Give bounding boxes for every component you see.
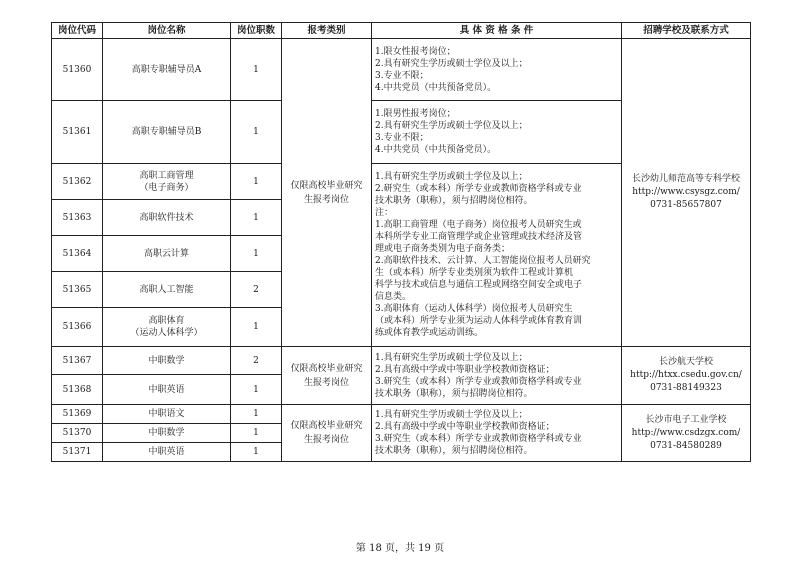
header-count: 岗位职数 xyxy=(231,23,282,39)
row-code: 51361 xyxy=(52,101,103,164)
row-code: 51371 xyxy=(52,443,103,462)
row-name: 高职软件技术 xyxy=(103,200,231,236)
row-name: 中职英语 xyxy=(103,375,231,405)
school-phone: 0731-84580289 xyxy=(650,440,722,451)
requirement-line: 技术职务（职称），须与招聘岗位相符。 xyxy=(375,196,533,206)
requirement-line: 4.中共党员（中共预备党员）。 xyxy=(375,82,497,93)
row-name-line: （运动人体科学） xyxy=(130,328,203,338)
row-name-line: （电子商务） xyxy=(139,182,194,193)
row-code: 51369 xyxy=(52,405,103,424)
requirement-line: 2.具有研究生学历或硕士学位及以上； xyxy=(375,121,528,131)
school-contact-2 xyxy=(622,347,751,405)
row-code: 51367 xyxy=(52,347,103,375)
recruitment-table xyxy=(51,22,751,462)
row-code: 51366 xyxy=(52,308,103,347)
row-code: 51365 xyxy=(52,272,103,308)
row-name: 中职语文 xyxy=(103,405,231,424)
row-code: 51360 xyxy=(52,39,103,101)
row-count: 1 xyxy=(231,424,282,443)
row-name: 高职人工智能 xyxy=(103,272,231,308)
requirement-line: 练或体育教学或运动训练。 xyxy=(375,328,484,338)
row-count: 1 xyxy=(231,236,282,272)
row-count: 2 xyxy=(231,347,282,375)
school-url: http://www.csysgz.com/ xyxy=(632,187,740,197)
header-category: 报考类别 xyxy=(282,23,372,39)
requirements-cell-1 xyxy=(372,39,622,101)
row-code: 51368 xyxy=(52,375,103,405)
category-line: 生报考岗位 xyxy=(303,435,349,445)
requirements-cell-5 xyxy=(372,405,622,462)
row-name xyxy=(103,308,231,347)
requirement-line: 3.专业不限； xyxy=(375,70,429,81)
row-name: 高职专职辅导员A xyxy=(103,39,231,101)
requirement-line: 1.具有研究生学历或硕士学位及以上； xyxy=(375,352,528,363)
school-name: 长沙幼儿师范高等专科学校 xyxy=(631,174,740,184)
requirement-line: 注： xyxy=(375,208,394,218)
row-code: 51370 xyxy=(52,424,103,443)
row-name: 高职云计算 xyxy=(103,236,231,272)
row-count: 1 xyxy=(231,39,282,101)
row-code: 51362 xyxy=(52,164,103,200)
requirement-line: 科学与技术或信息与通信工程或网络空间安全或电子 xyxy=(375,280,583,290)
category-line: 仅限高校毕业研究 xyxy=(290,363,363,374)
row-count: 1 xyxy=(231,101,282,164)
school-url: http://htxx.csedu.gov.cn/ xyxy=(630,370,742,380)
row-count: 1 xyxy=(231,164,282,200)
category-line: 仅限高校毕业研究 xyxy=(290,421,363,431)
header-row xyxy=(52,23,751,39)
table-row xyxy=(52,39,751,101)
requirement-line: 本科所学专业工商管理学或企业管理或技术经济及管 xyxy=(375,232,583,242)
row-name: 高职专职辅导员B xyxy=(103,101,231,164)
page-number-footer: 第 18 页，共 19 页 xyxy=(355,543,445,554)
school-phone: 0731-85657807 xyxy=(650,200,722,210)
school-phone: 0731-88149323 xyxy=(650,383,722,393)
requirement-line: 3.研究生（或本科）所学专业或教师资格学科或专业 xyxy=(375,434,582,444)
requirement-line: 1.限女性报考岗位； xyxy=(375,46,456,57)
category-line: 仅限高校毕业研究 xyxy=(290,180,363,191)
requirement-line: （或本科）所学专业须为运动人体科学或体育教育训 xyxy=(375,316,583,326)
requirement-line: 4.中共党员（中共预备党员）。 xyxy=(375,145,497,155)
row-name: 中职数学 xyxy=(103,424,231,443)
requirement-line: 2.高职软件技术、云计算、人工智能岗位报考人员研究 xyxy=(375,256,591,266)
requirement-line: 1.具有研究生学历或硕士学位及以上； xyxy=(375,410,528,420)
requirements-cell-4 xyxy=(372,347,622,405)
table-row xyxy=(52,347,751,375)
requirement-line: 理或电子商务类别为电子商务类； xyxy=(375,244,511,254)
requirement-line: 生（或本科）所学专业类别须为软件工程或计算机 xyxy=(375,268,574,278)
school-name: 长沙航天学校 xyxy=(658,357,713,367)
row-code: 51363 xyxy=(52,200,103,236)
row-count: 1 xyxy=(231,375,282,405)
requirement-line: 2.研究生（或本科）所学专业或教师资格学科或专业 xyxy=(375,184,582,194)
school-url: http://www.csdzgx.com/ xyxy=(631,427,741,438)
requirement-line: 技术职务（职称），须与招聘岗位相符。 xyxy=(375,446,533,456)
category-line: 生报考岗位 xyxy=(303,377,349,388)
row-count: 1 xyxy=(231,308,282,347)
school-name: 长沙市电子工业学校 xyxy=(645,414,727,425)
requirement-line: 2.具有高级中学或中等职业学校教师资格证； xyxy=(375,364,555,375)
category-line: 生报考岗位 xyxy=(303,194,349,205)
row-name: 中职数学 xyxy=(103,347,231,375)
requirement-line: 1.限男性报考岗位； xyxy=(375,109,456,119)
row-count: 1 xyxy=(231,443,282,462)
row-name-line: 高职体育 xyxy=(148,316,185,326)
requirement-line: 信息类。 xyxy=(375,292,412,302)
category-cell-2 xyxy=(282,347,372,405)
row-name: 中职英语 xyxy=(103,443,231,462)
category-cell-1 xyxy=(282,39,372,347)
header-code: 岗位代码 xyxy=(52,23,103,39)
requirement-line: 2.具有高级中学或中等职业学校教师资格证； xyxy=(375,422,555,432)
requirement-line: 3.研究生（或本科）所学专业或教师资格学科或专业 xyxy=(375,376,582,387)
header-requirements: 具 体 资 格 条 件 xyxy=(372,23,622,39)
requirement-line: 2.具有研究生学历或硕士学位及以上； xyxy=(375,58,528,69)
school-contact-1 xyxy=(622,39,751,347)
row-code: 51364 xyxy=(52,236,103,272)
requirement-line: 3.高职体育（运动人体科学）岗位报考人员研究生 xyxy=(375,304,573,314)
category-cell-3 xyxy=(282,405,372,462)
requirement-line: 3.专业不限； xyxy=(375,133,429,143)
header-name: 岗位名称 xyxy=(103,23,231,39)
header-school: 招聘学校及联系方式 xyxy=(622,23,751,39)
requirement-line: 1.具有研究生学历或硕士学位及以上； xyxy=(375,172,528,182)
requirement-line: 1.高职工商管理（电子商务）岗位报考人员研究生或 xyxy=(375,220,582,230)
row-name-line: 高职工商管理 xyxy=(139,170,194,181)
requirements-cell-3 xyxy=(372,164,622,347)
row-count: 2 xyxy=(231,272,282,308)
row-count: 1 xyxy=(231,405,282,424)
requirement-line: 技术职务（职称），须与招聘岗位相符。 xyxy=(375,388,533,399)
requirements-cell-2 xyxy=(372,101,622,164)
school-contact-3 xyxy=(622,405,751,462)
row-name xyxy=(103,164,231,200)
table-row xyxy=(52,405,751,424)
row-count: 1 xyxy=(231,200,282,236)
